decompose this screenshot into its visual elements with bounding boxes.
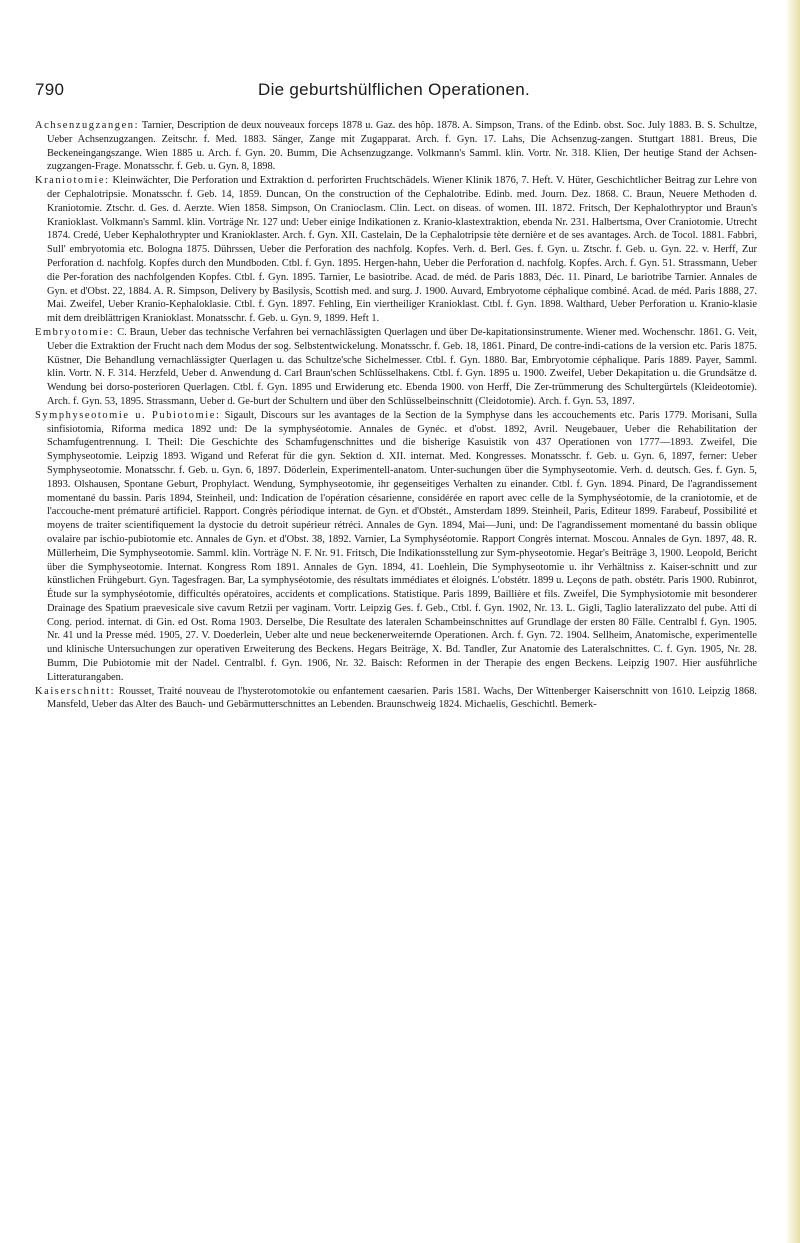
bibliography-entry-embryotomie bbox=[35, 326, 757, 409]
entry-text: Kleinwächter, Die Perforation und Extraktion d. perforirten Fruchtschädels. Wiener Klinik 1876, 7. Heft. V. Hüter, Geschichtlicher Beitrag zur Lehre von der Cephalotripsie. Monatsschr. f. Geb. 14, 1859. Duncan, On the construction of the Cephalotribe. Edinb. med. Journ. Dez. 1868. C. Braun, Neuere Methoden d. Kraniotomie. Ztschr. d. Ges. d. Aerzte. Wien 1858. Simpson, On Cranioclasm. Clin. Lect. on diseas. of women. III. 1872. Fritsch, Der Kephalothryptor und Braun's Kranioklast. Volkmann's Samml. klin. Vorträge Nr. 127 und: Ueber einige Indikationen z. Kranio-klastextraktion, ebenda Nr. 231. Halbertsma, Over Craniotomie. Utrecht 1874. Credé, Ueber Kephalothrypter und Kranioklaster. Arch. f. Gyn. XII. Castelain, De la Cephalotripsie tète dernière et de ses avantages. Arch. de Tocol. 1881. Fabbri, Sull' embryotomia etc. Bologna 1875. Dührssen, Ueber die Perforation des nachfolg. Kopfes. Verh. d. Berl. Ges. f. Gyn. u. Ztschr. f. Geb. u. Gyn. 22. v. Herff, Zur Perforation d. nachfolg. Kopfes durch den Mundboden. Ctbl. f. Gyn. 1895. Hergen-hahn, Ueber die Perforation d. nachfolg. Kopfes. Arch. f. Gyn. 51. Strassmann, Ueber die Per-foration des nachfolgenden Kopfes. Ctbl. f. Gyn. 1895. Tarnier, Le basiotribe. Acad. de méd. de Paris 1883, Déc. 11. Pinard, Le bariotribe Tarnier. Annales de Gyn. et d'Obst. 22, 1884. A. R. Simpson, Delivery by Basilysis, Scottish med. and surg. J. 1900. Auvard, Embryotome céphalique combiné. Acad. de méd. Paris 1888, 27. Mai. Zweifel, Ueber Kranio-Kephaloklasie. Ctbl. f. Gyn. 1897. Fehling, Ein viertheiliger Kranioklast. Ctbl. f. Gyn. 1898. Walthard, Ueber Perforation u. Kranio-klasie mit dem dreiblättrigen Kranioklast. Monatsschr. f. Geb. u. Gyn. 9, 1899. Heft 1. bbox=[47, 175, 757, 325]
bibliography-entry-achsenzugzangen bbox=[35, 119, 757, 174]
entry-heading: Kaiserschnitt: bbox=[35, 685, 116, 697]
entry-text: Rousset, Traité nouveau de l'hysterotomotokie ou enfantement caesarien. Paris 1581. Wachs, Der Wittenberger Kaiserschnitt von 1610. Leipzig 1868. Mansfeld, Ueber das Alter des Bauch- und Gebärmutterschnittes an Lebenden. Braunschweig 1824. Michaelis, Geschichtl. Bemerk- bbox=[47, 685, 757, 711]
running-title: Die geburtshülflichen Operationen. bbox=[258, 80, 530, 99]
entry-heading: Kraniotomie: bbox=[35, 175, 110, 187]
bibliography-entry-symphyseotomie bbox=[35, 409, 757, 685]
page-number: 790 bbox=[35, 80, 65, 99]
entry-heading: Symphyseotomie u. Pubiotomie: bbox=[35, 409, 221, 421]
page-header bbox=[35, 80, 755, 106]
page-edge-shadow bbox=[786, 0, 800, 1243]
bibliography-body bbox=[35, 119, 757, 712]
entry-text: C. Braun, Ueber das technische Verfahren bei vernachlässigten Querlagen und über De-kapitationsinstrumente. Wiener med. Wochenschr. 1861. G. Veit, Ueber die Extraktion der Frucht nach dem Modus der sog. Selbstentwickelung. Monatsschr. f. Geb. 18, 1861. Pinard, De contre-indi-cations de la version etc. Paris 1875. Küstner, Die Behandlung vernachlässigter Querlagen u. das Schultze'sche Sichelmesser. Ctbl. f. Gyn. 1880. Bar, Embryotomie céphalique. Paris 1889. Payer, Samml. klin. Vortr. N. F. 314. Herzfeld, Ueber d. Anwendung d. Carl Braun'schen Schlüsselhakens. Ctbl. f. Gyn. 1895 u. 1900. Zweifel, Ueber Dekapitation u. die Grundsätze d. Wendung bei dorso-posterioren Querlagen. Ctbl. f. Gyn. 1895 und Erwiderung etc. Ebenda 1900. von Herff, Die Zer-trümmerung des Schultergürtels (Kleideotomie). Arch. f. Gyn. 53, 1895. Strassmann, Ueber d. Ge-burt der Schultern und über den Schlüsselbeinschnitt (Cleidotomie). Arch. f. Gyn. 53, 1897. bbox=[47, 326, 757, 407]
bibliography-entry-kaiserschnitt bbox=[35, 685, 757, 713]
entry-text: Tarnier, Description de deux nouveaux forceps 1878 u. Gaz. des hôp. 1878. A. Simpson, Trans. of the Edinb. obst. Soc. July 1883. B. S. Schultze, Ueber Achsenzugzangen. Zeitschr. f. Med. 1883. Sänger, Zange mit Zugapparat. Arch. f. Gyn. 17. Lahs, Die Achsenzug-zangen. Stuttgart 1881. Breus, Die Beckeneingangszange. Wien 1885 u. Arch. f. Gyn. 20. Bumm, Die Achsenzugzange. Volkmann's Samml. klin. Vortr. Nr. 318. Klien, Der heutige Stand der Achsen-zugzangen-Frage. Monatsschr. f. Geb. u. Gyn. 8, 1898. bbox=[47, 120, 757, 173]
bibliography-entry-kraniotomie bbox=[35, 174, 757, 326]
entry-heading: Achsenzugzangen: bbox=[35, 120, 140, 131]
entry-heading: Embryotomie: bbox=[35, 326, 115, 338]
entry-text: Sigault, Discours sur les avantages de la Section de la Symphyse dans les accouchements etc. Paris 1779. Morisani, Sulla sinfisiotomia, Riforma medica 1892 und: De la symphyséotomie. Annales de Gynéc. et d'obst. 1892, Avril. Neugebauer, Ueber die Rehabilitation der Schamfugentrennung. I. Theil: Die Geschichte des Schamfugenschnittes und die bisherige Kasuistik von 437 Operationen von 1777—1893. Zweifel, Die Symphyseotomie. Leipzig 1893. Wigand und Referat für die gyn. Sektion d. XII. internat. Med. Kongresses. Monatsschr. f. Geb. u. Gyn. 6, 1897, ferner: Ueber Symphyseotomie. Monatsschr. f. Geb. u. Gyn. 6, 1897. Döderlein, Experimentell-anatom. Unter-suchungen über die Symphyseotomie. Verh. d. deutsch. Ges. f. Gyn. 5, 1893. Olshausen, Spontane Geburt, Prophylact. Wendung, Symphyseotomie, ihr gegenseitiges Verhalten zu einander. Ctbl. f. Gyn. 1894. Pinard, De l'agrandissement momentané du bassin. Paris 1894, Steinheil, und: Indication de l'opération césarienne, considérée en raport avec celle de la Symphyséotomie, de la craniotomie, et de l'accouche-ment prématuré artificiel. Rapport. Congrès périodique internat. de Gyn. et d'Obstét., Amsterdam 1899. Steinheil, Paris, Editeur 1899. Farabeuf, Possibilité et moyens de traiter scientifiquement la dystocie du detroit supérieur rétréci. Annales de Gyn. 1894, Mai—Juni, und: De l'agrandissement momentané du bassin oblique ovalaire par ischio-pubiotomie etc. Annales de Gyn. et d'Obst. 38, 1892. Varnier, La Symphyséotomie. Rapport Congrès internat. Moscou. Annales de Gyn. 1897, 48. R. Müllerheim, Die Symphyseotomie. Samml. klin. Vorträge N. F. Nr. 91. Fritsch, Die Indikationsstellung zur Sym-physeotomie. Hegar's Beiträge 3, 1900. Leopold, Bericht über die Symphyseotomie. Internat. Kongress Rom 1891. Annales de Gyn. 1894, 41. Loehlein, Die Symphyseotomie u. ihr Verhältniss z. Kaiser-schnitt und zur künstlichen Frühgeburt. Gyn. Tagesfragen. Bar, La symphyséotomie, des résultats immédiates et éloignés. L'obstétr. 1899 u. Leçons de path. obstétr. Paris 1900. Rubinrot, Étude sur la symphyséotomie, difficultés opératoires, accidents et complications. Statistique. Paris 1899, Baillière et fils. Zweifel, Die Symphysiotomie mit besonderer Drainage des Spatium praevesicale sive cavum Retzii per vaginam. Vortr. Leipzig Ges. f. Geb., Ctbl. f. Gyn. 1902, Nr. 13. L. Gigli, Taglio lateralizzato del pube. Atti di Cong. period. internat. di Gin. ed Ost. Roma 1903. Derselbe, Die Resultate des lateralen Schambeinschnittes auf Grundlage der ersten 80 Fälle. Centralbl f. Gyn. 1905. Nr. 41 und la Presse méd. 1905, 27. V. Doederlein, Ueber alte und neue beckenerweiternde Operationen. Arch. f. Gyn. 72. 1904. Sellheim, Anatomische, experimentelle und klinische Untersuchungen zur operativen Erweiterung des Beckens. Hegars Beiträge, X. Bd. Tandler, Zur Anatomie des Lateralschnittes. C. f. Gyn. 1905, Nr. 28. Bumm, Die Pubiotomie mit der Nadel. Centralbl. f. Gyn. 1906, Nr. 32. Baisch: Reformen in der Therapie des engen Beckens. Leipzig 1907. Hier ausführliche Litteraturangaben. bbox=[47, 409, 757, 683]
